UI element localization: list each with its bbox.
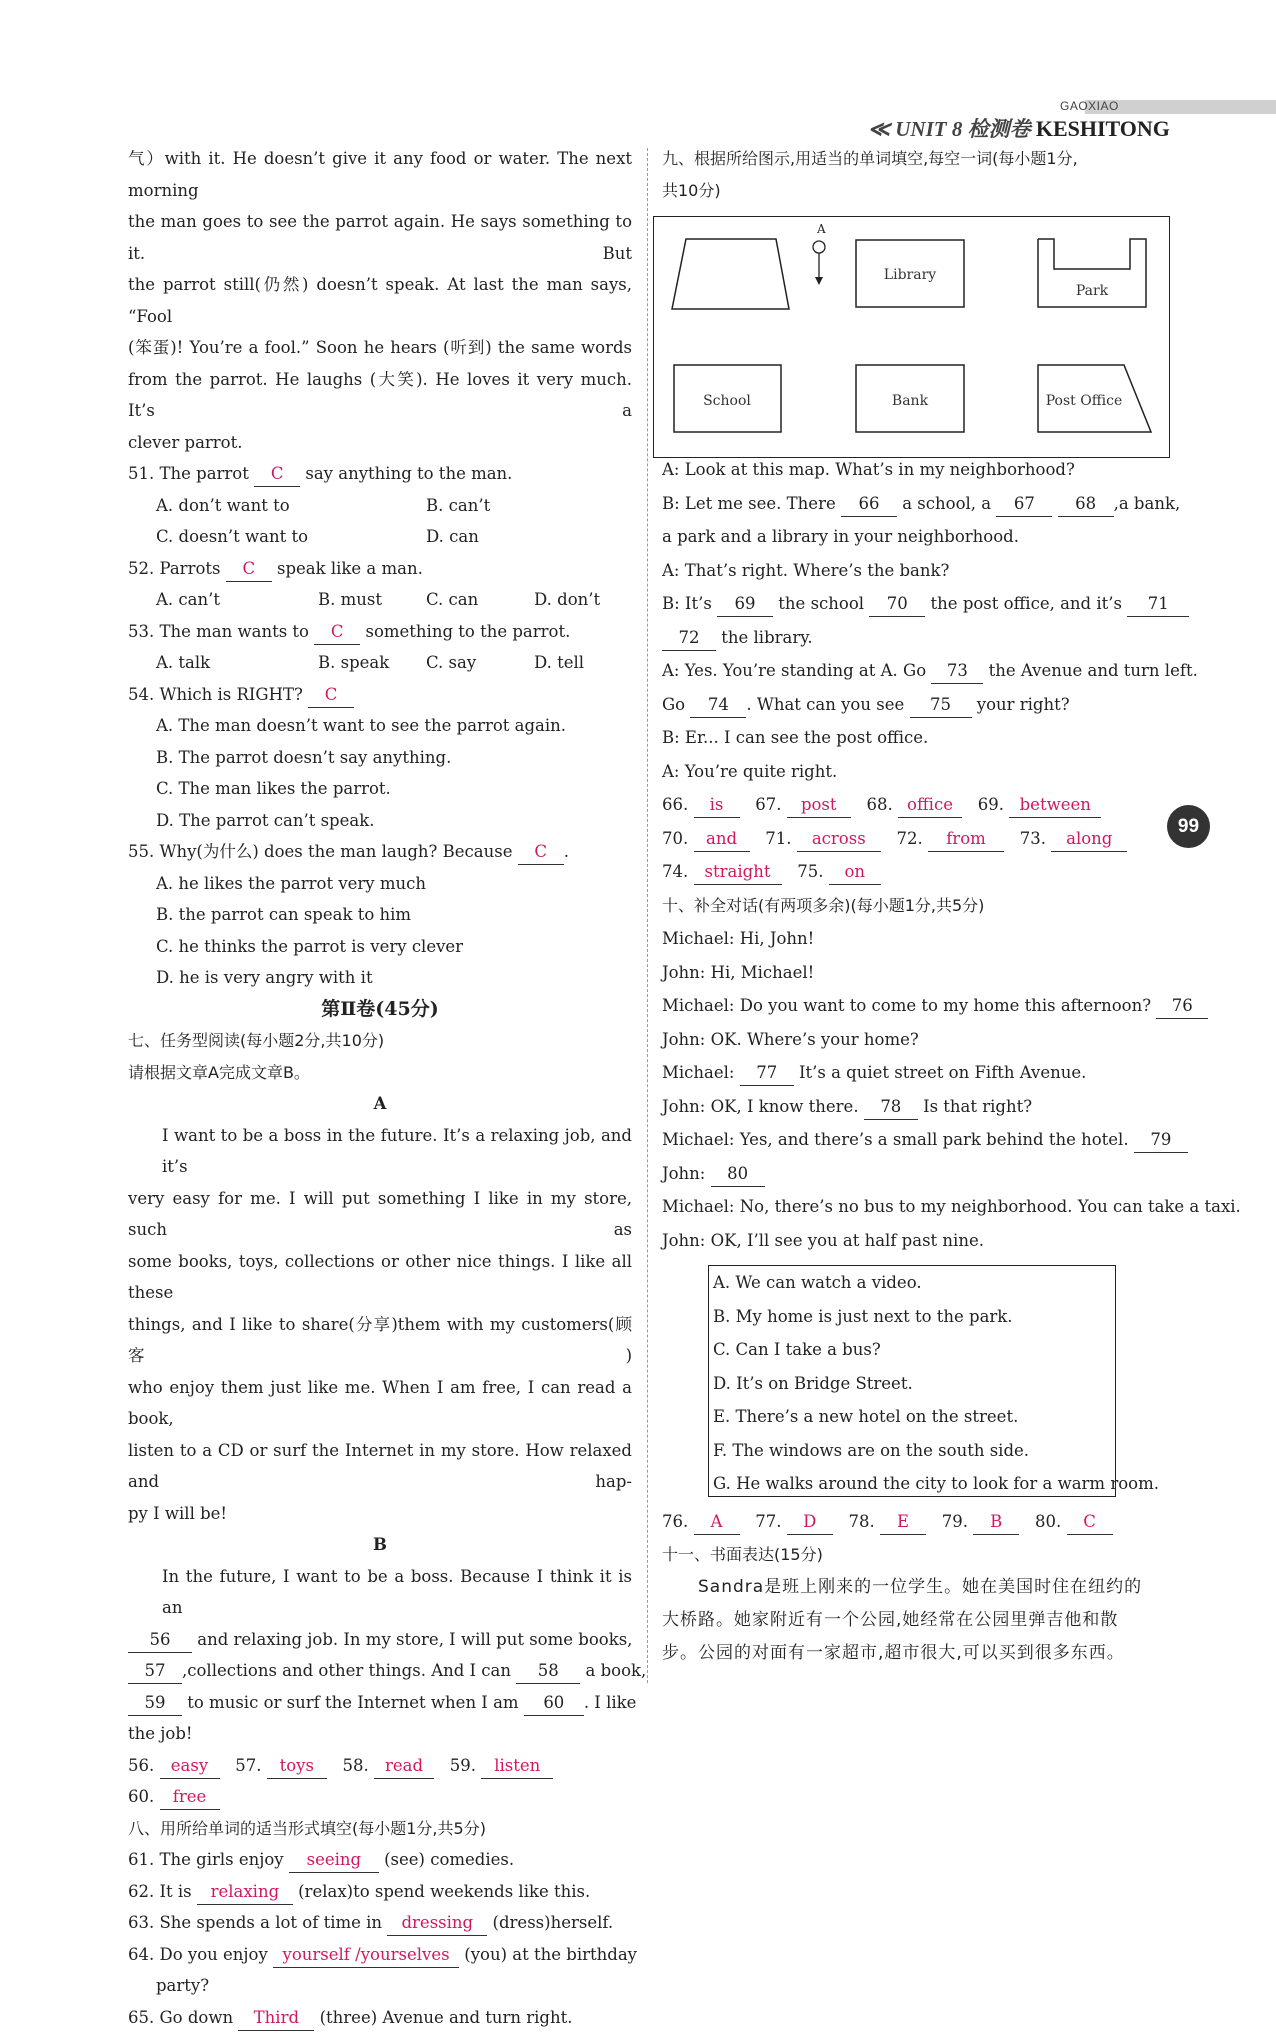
right-column-bottom	[662, 1505, 1164, 1670]
section-11-title: 十一、书面表达(15分)	[662, 1538, 1164, 1571]
blank-58: 58	[516, 1659, 580, 1684]
answer-62: relaxing	[197, 1880, 293, 1905]
answer-69: between	[1009, 793, 1101, 818]
answer-73: along	[1051, 827, 1127, 852]
dialogue-line: A: That’s right. Where’s the bank?	[662, 554, 1164, 588]
passage-b-line: 56 and relaxing job. In my store, I will put some books,	[128, 1624, 632, 1656]
passage-b-line: 57 ,collections and other things. And I can 58 a book,	[128, 1655, 632, 1687]
option: D. It’s on Bridge Street.	[709, 1367, 1115, 1401]
answer-70: and	[694, 827, 750, 852]
question-55: 55. Why(为什么) does the man laugh? Because C .	[128, 836, 632, 868]
point-a-marker	[813, 241, 825, 253]
passage-line: 气）with it. He doesn’t give it any food or water. The next morning	[128, 143, 632, 206]
header-title-cn: 检测卷	[968, 117, 1031, 141]
passage-a-line: I want to be a boss in the future. It’s a relaxing job, and it’s	[128, 1120, 632, 1183]
dialogue-line: B: Let me see. There 66 a school, a 67 68 ,a bank,	[662, 487, 1164, 521]
blank-79: 79	[1134, 1128, 1188, 1153]
options-box	[708, 1265, 1116, 1497]
page-number-badge: 99	[1167, 805, 1210, 848]
arrow-head-icon	[815, 277, 823, 285]
question-64: 64. Do you enjoy yourself /yourselves (you) at the birthday	[128, 1939, 632, 1971]
column-divider	[647, 148, 648, 1683]
option: C. Can I take a bus?	[709, 1333, 1115, 1367]
option: C. The man likes the parrot.	[128, 773, 632, 805]
bank-label: Bank	[892, 393, 929, 409]
blank-76: 76	[1156, 994, 1208, 1019]
conversation-line: John: OK, I know there. 78 Is that right?	[662, 1090, 1164, 1124]
conversation-line: Michael: 77 It’s a quiet street on Fifth Avenue.	[662, 1056, 1164, 1090]
dialogue-line: B: Er... I can see the post office.	[662, 721, 1164, 755]
option: D. he is very angry with it	[128, 962, 632, 994]
dialogue-line: A: Yes. You’re standing at A. Go 73 the Avenue and turn left.	[662, 654, 1164, 688]
option: D. don’t	[534, 590, 600, 609]
library-label: Library	[884, 267, 936, 283]
passage-a-line: who enjoy them just like me. When I am free, I can read a book,	[128, 1372, 632, 1435]
right-column-dialogue	[662, 453, 1164, 1257]
option: A. We can watch a video.	[709, 1266, 1115, 1300]
dialogue-line: A: You’re quite right.	[662, 755, 1164, 789]
blank-78: 78	[864, 1095, 918, 1120]
answer-54: C	[308, 683, 354, 708]
blank-66: 66	[841, 492, 897, 517]
conversation-line: Michael: Do you want to come to my home this afternoon? 76	[662, 989, 1164, 1023]
option: C. say	[426, 647, 534, 679]
question-52: 52. Parrots C speak like a man.	[128, 553, 632, 585]
passage-b-line: the job!	[128, 1718, 632, 1750]
conversation-line: John: 80	[662, 1157, 1164, 1191]
dialogue-line: 72 the library.	[662, 621, 1164, 655]
writing-prompt-line: 步。公园的对面有一家超市,超市很大,可以买到很多东西。	[662, 1637, 1164, 1670]
header-small-title: GAOXIAO	[1060, 99, 1119, 113]
answer-57: toys	[267, 1754, 327, 1779]
answers-56-59: 56. easy 57. toys 58. read 59. listen	[128, 1750, 632, 1782]
question-62: 62. It is relaxing (relax)to spend weekends like this.	[128, 1876, 632, 1908]
passage-b-line: 59 to music or surf the Internet when I am 60 . I like	[128, 1687, 632, 1719]
point-a-label: A	[816, 222, 826, 236]
blank-77: 77	[740, 1061, 794, 1086]
section-8-title: 八、用所给单词的适当形式填空(每小题1分,共5分)	[128, 1813, 632, 1845]
answer-80: C	[1067, 1510, 1113, 1535]
conversation-line: Michael: Yes, and there’s a small park behind the hotel. 79	[662, 1123, 1164, 1157]
answer-71: across	[797, 827, 881, 852]
blank-69: 69	[717, 592, 773, 617]
question-64-cont: party?	[128, 1970, 632, 2002]
right-column	[662, 143, 1164, 206]
part-2-title: 第Ⅱ卷(45分)	[128, 994, 632, 1026]
blank-75: 75	[910, 693, 972, 718]
answer-61: seeing	[289, 1848, 379, 1873]
option: D. The parrot can’t speak.	[128, 805, 632, 837]
options-51	[128, 490, 632, 522]
answer-63: dressing	[387, 1911, 487, 1936]
answers-76-80: 76. A 77. D 78. E 79. B 80. C	[662, 1505, 1164, 1538]
question-63: 63. She spends a lot of time in dressing (dress)herself.	[128, 1907, 632, 1939]
dialogue-line: A: Look at this map. What’s in my neighborhood?	[662, 453, 1164, 487]
answer-72: from	[928, 827, 1004, 852]
section-7-instruction: 请根据文章A完成文章B。	[128, 1057, 632, 1089]
answer-74: straight	[694, 860, 782, 885]
blank-59: 59	[128, 1691, 182, 1716]
writing-prompt-line: 大桥路。她家附近有一个公园,她经常在公园里弹吉他和散	[662, 1604, 1164, 1637]
conversation-line: John: Hi, Michael!	[662, 956, 1164, 990]
answer-66: is	[694, 793, 740, 818]
option: A. don’t want to	[156, 490, 426, 522]
question-51: 51. The parrot C say anything to the man.	[128, 458, 632, 490]
option: D. tell	[534, 653, 584, 672]
option: C. he thinks the parrot is very clever	[128, 931, 632, 963]
answer-65: Third	[238, 2006, 314, 2031]
option: C. can	[426, 584, 534, 616]
option: C. doesn’t want to	[156, 521, 426, 553]
question-61: 61. The girls enjoy seeing (see) comedies.	[128, 1844, 632, 1876]
answer-51: C	[254, 462, 300, 487]
blank-71: 71	[1127, 592, 1189, 617]
option: A. he likes the parrot very much	[128, 868, 632, 900]
option: B. The parrot doesn’t say anything.	[128, 742, 632, 774]
option: F. The windows are on the south side.	[709, 1434, 1115, 1468]
answer-79: B	[973, 1510, 1019, 1535]
header-title-en: KESHITONG	[1036, 116, 1170, 141]
section-9-title: 九、根据所给图示,用适当的单词填空,每空一词(每小题1分,	[662, 143, 1164, 175]
answer-60: free	[160, 1785, 220, 1810]
section-9-title-cont: 共10分)	[662, 175, 1164, 207]
answer-58: read	[374, 1754, 434, 1779]
conversation-line: Michael: No, there’s no bus to my neighborhood. You can take a taxi.	[662, 1190, 1164, 1224]
question-65: 65. Go down Third (three) Avenue and turn right.	[128, 2002, 632, 2033]
conversation-line: John: OK, I’ll see you at half past nine.	[662, 1224, 1164, 1258]
option: B. the parrot can speak to him	[128, 899, 632, 931]
answer-64: yourself /yourselves	[273, 1943, 459, 1968]
blank-72: 72	[662, 626, 716, 651]
answer-77: D	[787, 1510, 833, 1535]
section-7-title: 七、任务型阅读(每小题2分,共10分)	[128, 1025, 632, 1057]
question-54: 54. Which is RIGHT? C	[128, 679, 632, 711]
blank-74: 74	[690, 693, 746, 718]
option: A. can’t	[156, 584, 318, 616]
passage-a-line: very easy for me. I will put something I like in my store, such as	[128, 1183, 632, 1246]
park-label: Park	[1076, 283, 1109, 299]
option: A. The man doesn’t want to see the parrot again.	[128, 710, 632, 742]
answers-70-73: 70. and 71. across 72. from 73. along	[662, 822, 1164, 856]
passage-a-line: listen to a CD or surf the Internet in my store. How relaxed and hap-	[128, 1435, 632, 1498]
header-title	[868, 113, 1170, 143]
option: G. He walks around the city to look for a warm room.	[709, 1467, 1115, 1501]
writing-prompt-line: Sandra是班上刚来的一位学生。她在美国时住在纽约的	[662, 1571, 1164, 1604]
school-label: School	[703, 393, 751, 409]
blank-67: 67	[996, 492, 1052, 517]
answer-76: A	[694, 1510, 740, 1535]
answer-52: C	[226, 557, 272, 582]
answers-74-75: 74. straight 75. on	[662, 855, 1164, 889]
passage-line: (笨蛋)! You’re a fool.” Soon he hears (听到) the same words	[128, 332, 632, 364]
dialogue-line: a park and a library in your neighborhood.	[662, 520, 1164, 554]
post-office-label: Post Office	[1046, 393, 1123, 409]
answer-68: office	[898, 793, 962, 818]
passage-line: the parrot still(仍然) doesn’t speak. At last the man says, “Fool	[128, 269, 632, 332]
blank-60: 60	[524, 1691, 584, 1716]
option: B. can’t	[426, 490, 490, 522]
answer-75: on	[829, 860, 881, 885]
answer-59: listen	[481, 1754, 553, 1779]
dialogue-line: Go 74 . What can you see 75 your right?	[662, 688, 1164, 722]
blank-68: 68	[1058, 492, 1114, 517]
option: D. can	[426, 521, 479, 553]
blank-57: 57	[128, 1659, 182, 1684]
left-column	[128, 143, 632, 2033]
passage-b-line: In the future, I want to be a boss. Because I think it is an	[128, 1561, 632, 1624]
header-unit: ≪ UNIT 8	[868, 117, 962, 141]
options-53	[128, 647, 632, 679]
option: E. There’s a new hotel on the street.	[709, 1400, 1115, 1434]
blank-56: 56	[128, 1628, 192, 1653]
answer-78: E	[880, 1510, 926, 1535]
passage-line: clever parrot.	[128, 427, 632, 459]
blank-73: 73	[931, 659, 983, 684]
passage-a-line: things, and I like to share(分享)them with my customers(顾客)	[128, 1309, 632, 1372]
section-10-title: 十、补全对话(有两项多余)(每小题1分,共5分)	[662, 889, 1164, 923]
answer-56: easy	[160, 1754, 220, 1779]
options-52	[128, 584, 632, 616]
option: B. speak	[318, 647, 426, 679]
blank-70: 70	[869, 592, 925, 617]
options-51	[128, 521, 632, 553]
map-drawing	[654, 217, 1169, 457]
dialogue-line: B: It’s 69 the school 70 the post office, and it’s 71	[662, 587, 1164, 621]
passage-a-line: some books, toys, collections or other nice things. I like all these	[128, 1246, 632, 1309]
neighborhood-map	[653, 216, 1170, 458]
answers-66-69: 66. is 67. post 68. office 69. between	[662, 788, 1164, 822]
option: B. must	[318, 584, 426, 616]
unlabeled-building	[672, 239, 789, 309]
answer-55: C	[518, 840, 564, 865]
passage-a-label: A	[128, 1088, 632, 1120]
conversation-line: John: OK. Where’s your home?	[662, 1023, 1164, 1057]
question-53: 53. The man wants to C something to the parrot.	[128, 616, 632, 648]
passage-line: from the parrot. He laughs (大笑). He loves it very much. It’s a	[128, 364, 632, 427]
passage-b-label: B	[128, 1529, 632, 1561]
answer-53: C	[314, 620, 360, 645]
conversation-line: Michael: Hi, John!	[662, 922, 1164, 956]
option: B. My home is just next to the park.	[709, 1300, 1115, 1334]
passage-line: the man goes to see the parrot again. He says something to it. But	[128, 206, 632, 269]
passage-a-line: py I will be!	[128, 1498, 632, 1530]
blank-80: 80	[711, 1162, 765, 1187]
answers-60: 60. free	[128, 1781, 632, 1813]
answer-67: post	[787, 793, 851, 818]
option: A. talk	[156, 647, 318, 679]
